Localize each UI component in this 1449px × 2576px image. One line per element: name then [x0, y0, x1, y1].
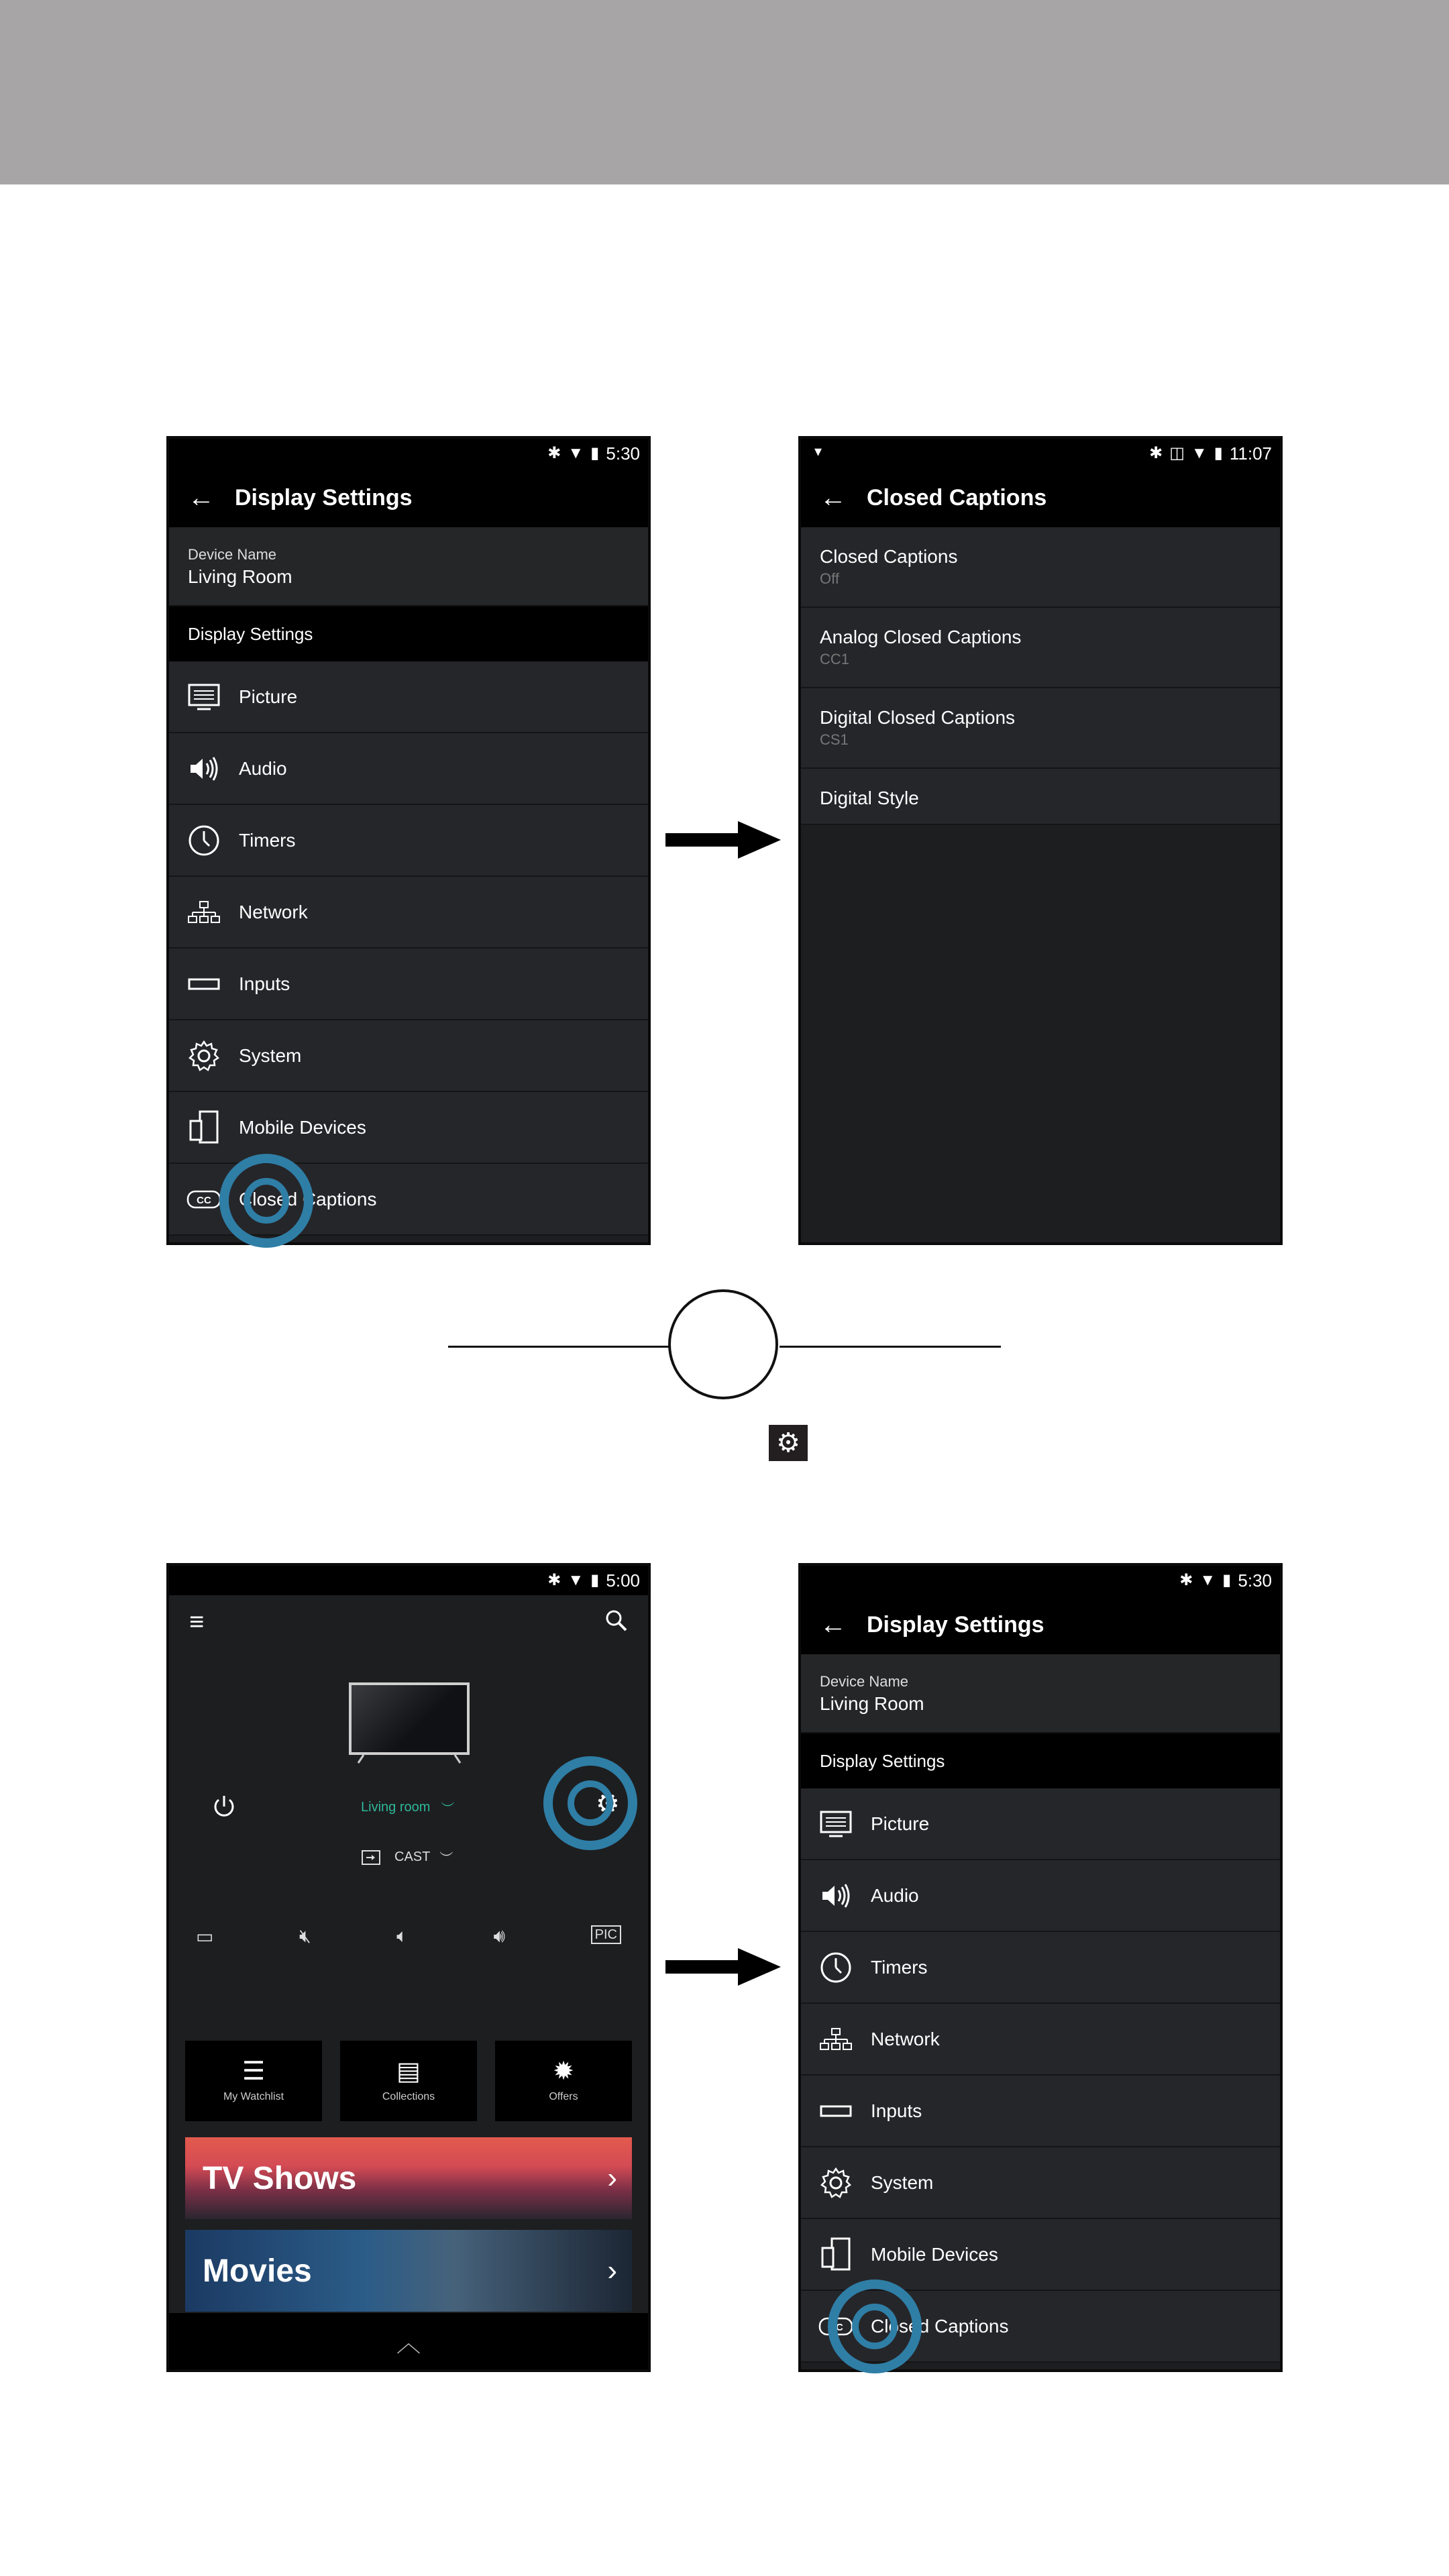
menu-item-label: Network	[871, 2028, 940, 2049]
divider-line	[448, 1346, 669, 1348]
mobile-devices-icon	[186, 1110, 221, 1145]
tap-highlight	[543, 1756, 637, 1850]
menu-item-picture[interactable]	[801, 1788, 1280, 1860]
page-title: Display Settings	[867, 1611, 1044, 1638]
chevron-up-icon: ︿	[396, 2328, 421, 2357]
app-bar	[801, 1595, 1280, 1654]
banner-title: TV Shows	[203, 2160, 357, 2196]
tap-highlight	[828, 2279, 922, 2373]
audio-icon	[186, 751, 221, 786]
menu-item-label: Picture	[871, 1813, 930, 1834]
back-arrow-icon[interactable]: ←	[820, 482, 847, 513]
menu-item-label: Mobile Devices	[871, 2243, 998, 2265]
wifi-icon: ▼	[568, 1571, 584, 1589]
menu-item-network[interactable]	[801, 2004, 1280, 2076]
battery-icon: ▮	[1214, 444, 1223, 462]
menu-item-timers[interactable]	[801, 1932, 1280, 2004]
app-bar	[801, 468, 1280, 527]
menu-item-label: Closed Captions	[871, 2315, 1009, 2337]
power-button[interactable]	[212, 1794, 236, 1819]
menu-item-system[interactable]	[801, 2147, 1280, 2219]
settings-menu	[801, 1788, 1280, 2363]
inputs-icon	[186, 967, 221, 1002]
bluetooth-icon: ✱	[547, 444, 561, 462]
collections-icon: ▤	[396, 2057, 421, 2086]
clock-icon	[186, 823, 221, 858]
volume-down-icon[interactable]: 🔈︎	[396, 1925, 408, 1946]
back-arrow-icon[interactable]: ←	[820, 1609, 847, 1640]
section-header: Display Settings	[169, 606, 648, 661]
menu-item-label: Inputs	[871, 2100, 922, 2121]
settings-menu	[169, 661, 648, 1236]
setting-value: CS1	[820, 731, 849, 748]
tile-offers[interactable]	[495, 2041, 632, 2121]
playback-controls	[196, 1925, 621, 1947]
cast-selector[interactable]	[361, 1847, 453, 1867]
menu-item-mobile-devices[interactable]	[169, 1092, 648, 1164]
menu-item-label: Audio	[871, 1884, 919, 1906]
menu-item-label: System	[239, 1044, 302, 1066]
audio-icon	[818, 1878, 853, 1913]
mute-icon[interactable]: 🔇︎	[299, 1925, 311, 1946]
battery-icon: ▮	[590, 444, 600, 462]
tile-label: Offers	[549, 2091, 578, 2102]
gear-icon	[186, 1038, 221, 1073]
chevron-down-icon: ︶	[441, 1802, 455, 1817]
back-arrow-icon[interactable]: ←	[188, 482, 215, 513]
bluetooth-icon: ✱	[547, 1571, 561, 1589]
setting-value: Off	[820, 570, 839, 587]
bottom-drawer-handle[interactable]	[169, 2313, 648, 2369]
wifi-icon: ▼	[568, 444, 584, 462]
device-name-value: Living Room	[188, 566, 292, 587]
display-settings-screen	[798, 1563, 1283, 2372]
menu-item-label: Mobile Devices	[239, 1116, 366, 1138]
divider-line	[780, 1346, 1001, 1348]
digital-closed-captions-row[interactable]	[801, 688, 1280, 769]
status-time: 11:07	[1229, 443, 1272, 464]
hamburger-menu-icon[interactable]: ≡	[189, 1607, 205, 1636]
device-selector-label: Living room	[361, 1800, 431, 1815]
offers-icon: ✹	[553, 2057, 574, 2086]
page-title: Display Settings	[235, 484, 413, 511]
picture-mode-icon[interactable]: PIC	[591, 1925, 621, 1944]
power-icon	[212, 1794, 236, 1819]
tile-my-watchlist[interactable]	[185, 2041, 322, 2121]
gear-icon: ⚙	[769, 1425, 808, 1461]
menu-item-system[interactable]	[169, 1020, 648, 1092]
chevron-right-icon: ›	[607, 2161, 617, 2194]
analog-closed-captions-row[interactable]	[801, 608, 1280, 688]
quick-tiles	[185, 2041, 632, 2121]
menu-item-label: Closed Captions	[239, 1188, 377, 1210]
closed-captions-list	[801, 527, 1280, 825]
status-time: 5:00	[606, 1570, 640, 1591]
aspect-ratio-icon[interactable]: ▭	[196, 1926, 214, 1947]
inputs-icon	[818, 2094, 853, 2129]
status-bar	[169, 1566, 648, 1595]
status-bar	[801, 1566, 1280, 1595]
device-name-value: Living Room	[820, 1693, 924, 1714]
volume-up-icon[interactable]: 🔊︎	[493, 1925, 506, 1946]
wifi-icon: ▼	[1191, 444, 1208, 462]
notification-icon: ▾	[814, 443, 822, 460]
tile-collections[interactable]	[340, 2041, 477, 2121]
cc-icon	[186, 1182, 221, 1217]
chevron-down-icon: ︶	[439, 1851, 453, 1866]
header-band	[0, 0, 1449, 184]
menu-item-label: Network	[239, 901, 308, 922]
banner-title: Movies	[203, 2253, 312, 2289]
closed-captions-row[interactable]	[801, 527, 1280, 608]
menu-item-label: System	[871, 2171, 934, 2193]
device-name-label: Device Name	[188, 546, 277, 563]
gear-icon	[818, 2165, 853, 2200]
home-toolbar	[169, 1595, 648, 1649]
status-bar	[801, 439, 1280, 468]
menu-item-timers[interactable]	[169, 805, 648, 877]
digital-style-row[interactable]	[801, 769, 1280, 825]
menu-item-label: Timers	[239, 829, 296, 851]
gear-icon: ⚙	[596, 1789, 620, 1819]
menu-item-inputs[interactable]	[169, 949, 648, 1020]
picture-icon	[186, 680, 221, 714]
device-selector[interactable]	[361, 1798, 454, 1817]
svg-text:CC: CC	[197, 1194, 211, 1206]
clock-icon	[818, 1950, 853, 1985]
wifi-icon: ▼	[1199, 1571, 1216, 1589]
menu-item-label: Inputs	[239, 973, 290, 994]
device-name-row[interactable]	[801, 1654, 1280, 1733]
step-circle	[668, 1289, 778, 1399]
picture-icon	[818, 1807, 853, 1841]
svg-text:CC: CC	[828, 2321, 843, 2333]
device-name-row[interactable]	[169, 527, 648, 606]
setting-label: Closed Captions	[820, 546, 958, 567]
setting-value: CC1	[820, 651, 850, 667]
mobile-devices-icon	[818, 2237, 853, 2272]
setting-label: Digital Style	[820, 788, 919, 808]
network-icon	[818, 2022, 853, 2057]
app-bar	[169, 468, 648, 527]
setting-label: Digital Closed Captions	[820, 707, 1016, 728]
menu-item-network[interactable]	[169, 877, 648, 949]
menu-item-audio[interactable]	[801, 1860, 1280, 1932]
arrow-right-icon	[665, 821, 781, 859]
status-bar	[169, 439, 648, 468]
watchlist-icon: ☰	[241, 2057, 266, 2086]
movies-banner[interactable]	[185, 2230, 632, 2312]
tap-highlight	[219, 1154, 313, 1248]
arrow-right-icon	[665, 1948, 781, 1986]
status-time: 5:30	[1238, 1570, 1272, 1591]
menu-item-label: Picture	[239, 686, 298, 707]
menu-item-picture[interactable]	[169, 661, 648, 733]
tv-shows-banner[interactable]	[185, 2137, 632, 2219]
bluetooth-icon: ✱	[1149, 444, 1163, 462]
menu-item-audio[interactable]	[169, 733, 648, 805]
home-screen	[166, 1563, 651, 2372]
tv-stand	[349, 1755, 470, 1764]
input-icon	[361, 1849, 381, 1866]
tile-label: Collections	[382, 2091, 435, 2102]
menu-item-label: Audio	[239, 757, 287, 779]
tv-image	[349, 1682, 470, 1755]
menu-item-label: Timers	[871, 1956, 928, 1978]
page-title: Closed Captions	[867, 484, 1047, 511]
search-icon[interactable]	[605, 1609, 628, 1635]
device-name-label: Device Name	[820, 1673, 909, 1690]
setting-label: Analog Closed Captions	[820, 627, 1022, 647]
menu-item-inputs[interactable]	[801, 2076, 1280, 2147]
battery-icon: ▮	[590, 1571, 600, 1589]
network-icon	[186, 895, 221, 930]
battery-icon: ▮	[1222, 1571, 1232, 1589]
display-settings-screen	[166, 436, 651, 1245]
closed-captions-screen	[798, 436, 1283, 1245]
cast-label: CAST	[394, 1849, 431, 1864]
vibrate-icon: ◫	[1169, 444, 1185, 462]
tile-label: My Watchlist	[223, 2091, 284, 2102]
section-header: Display Settings	[801, 1733, 1280, 1788]
bluetooth-icon: ✱	[1179, 1571, 1193, 1589]
chevron-right-icon: ›	[607, 2254, 617, 2287]
status-time: 5:30	[606, 443, 640, 464]
